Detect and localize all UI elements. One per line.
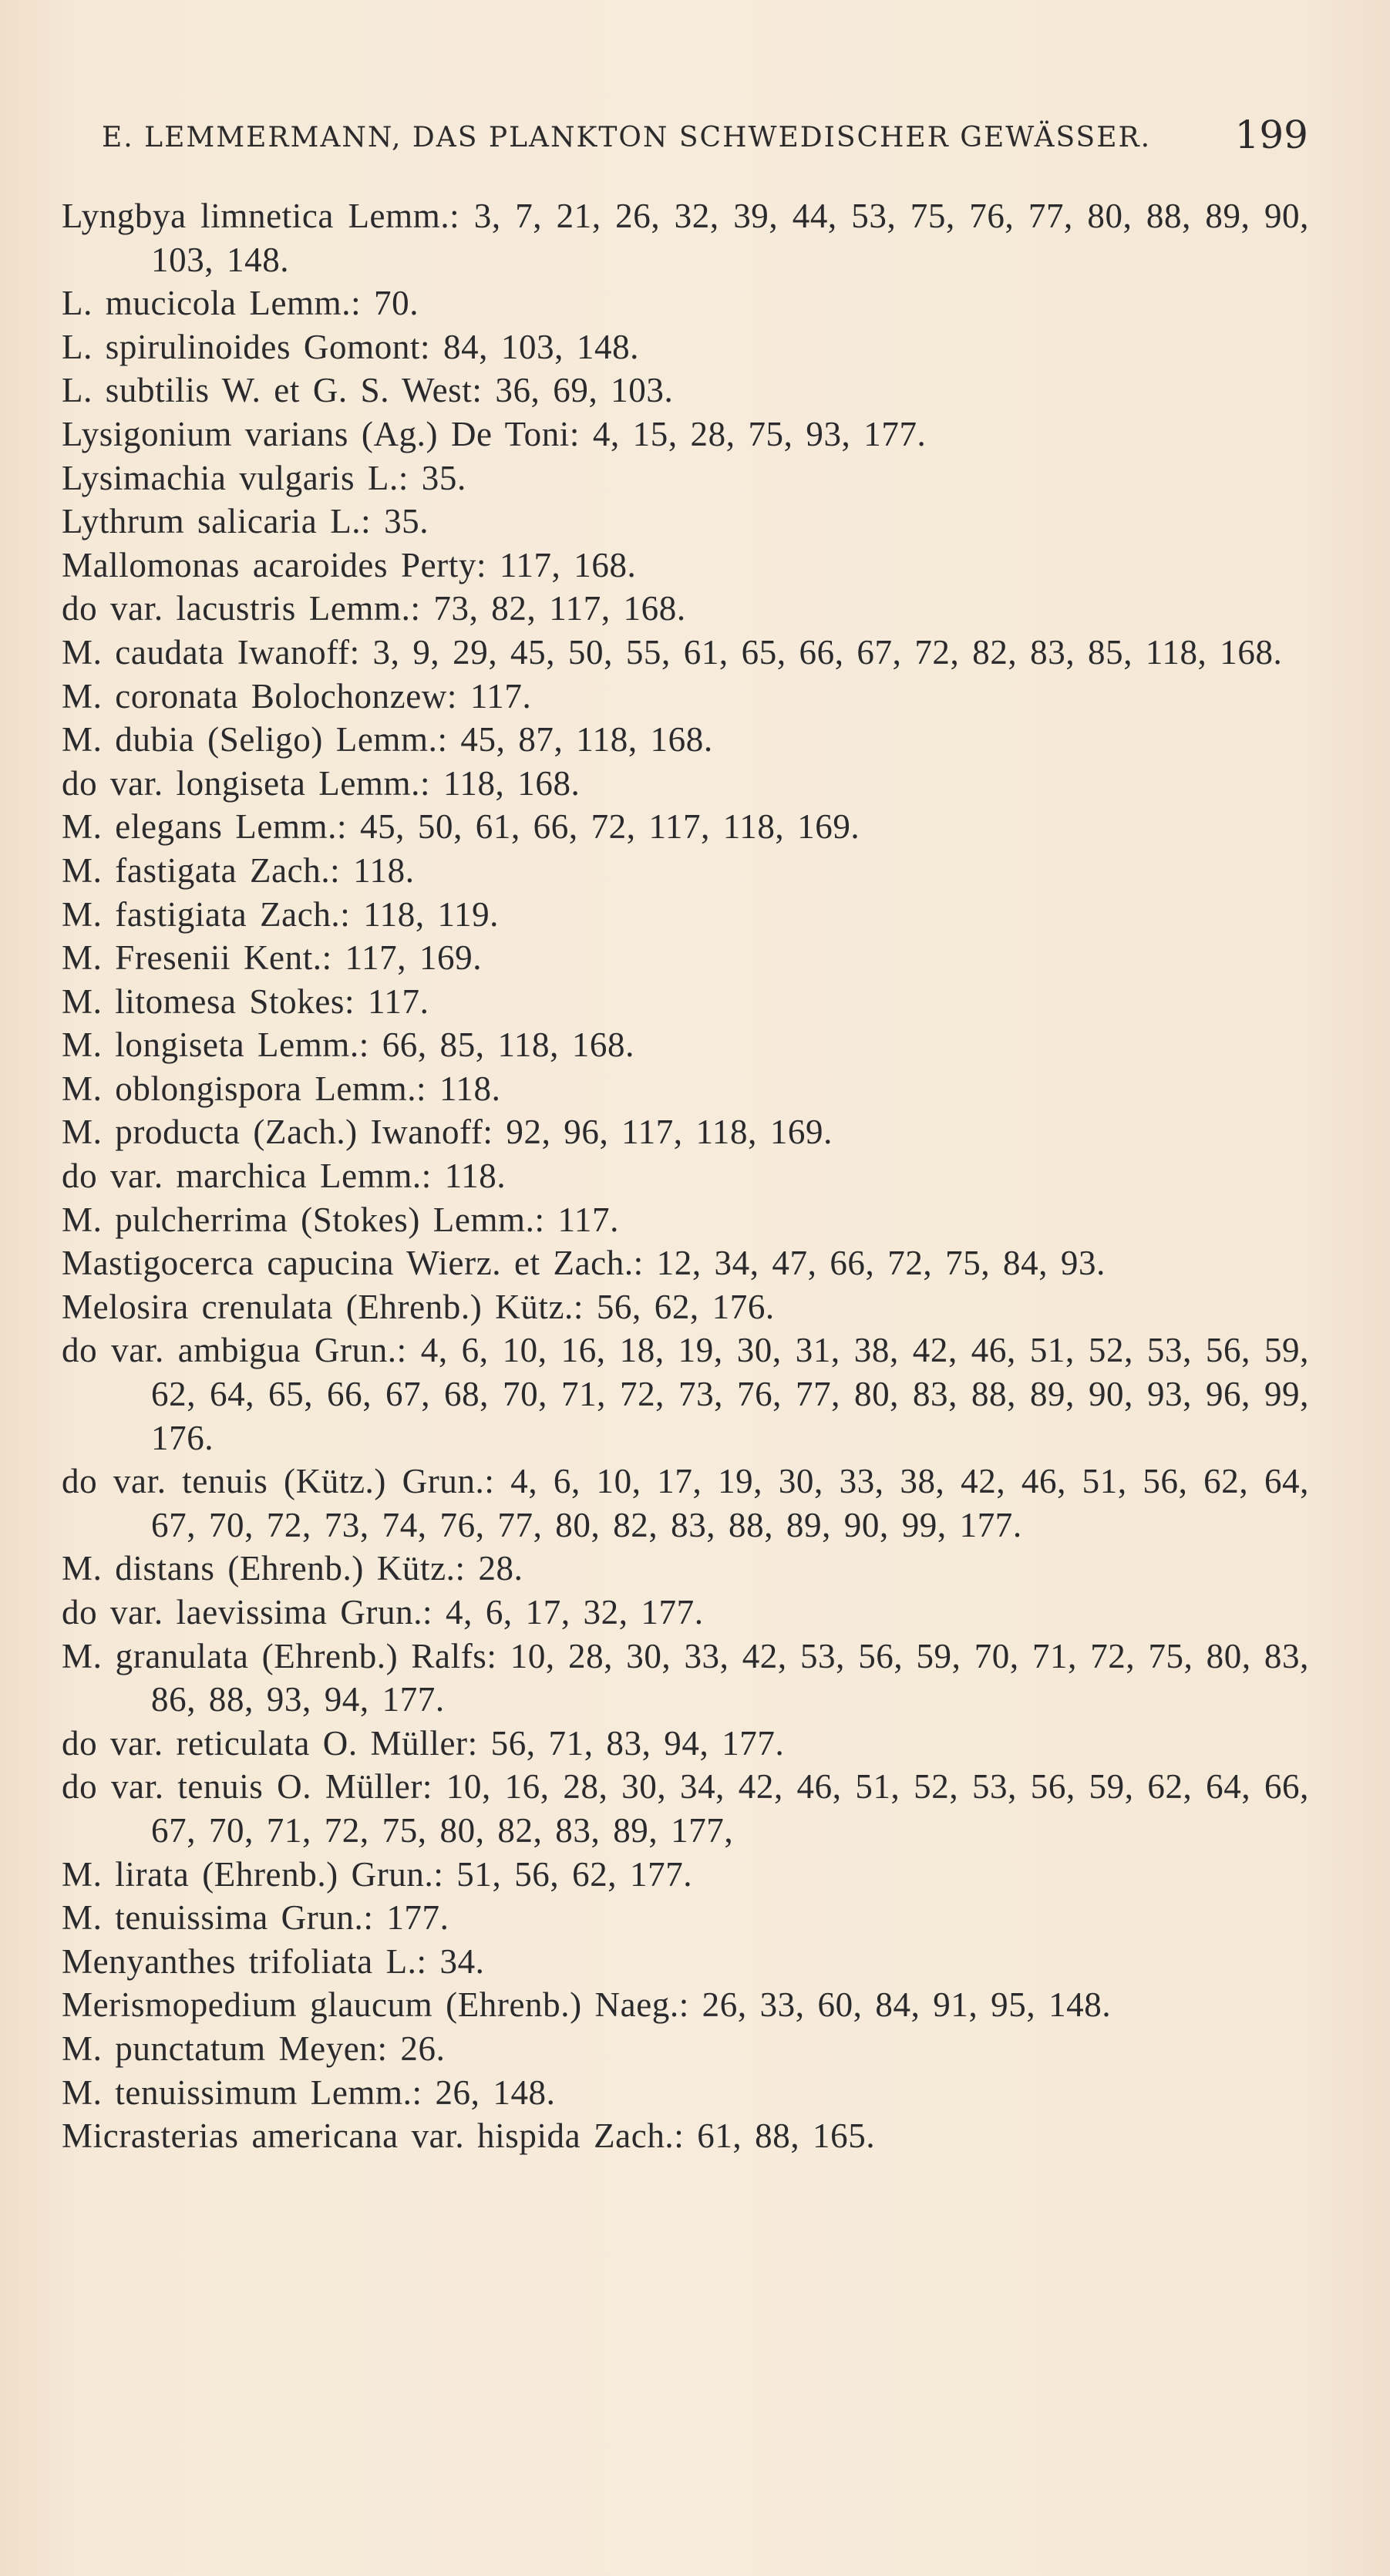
index-entry: Mallomonas acaroides Perty: 117, 168.: [62, 545, 637, 584]
index-entry: M. longiseta Lemm.: 66, 85, 118, 168.: [62, 1025, 634, 1065]
index-entry: M. coronata Bolochonzew: 117.: [62, 676, 532, 716]
index-entry: M. dubia (Seligo) Lemm.: 45, 87, 118, 168.: [62, 720, 713, 759]
index-entry: M. tenuissimum Lemm.: 26, 148.: [62, 2073, 556, 2112]
index-entry: M. fastigiata Zach.: 118, 119.: [62, 894, 500, 934]
page-number: 199: [1234, 113, 1308, 157]
running-title: E. LEMMERMANN, DAS PLANKTON SCHWEDISCHER GEWÄSSER.: [102, 122, 1152, 153]
index-entry: do var. tenuis (Kütz.) Grun.: 4, 6, 10, 17, 19, 30, 33, 38, 42, 46, 51, 56, 62, 64, 67, 70, 72, 73, 74, 76, 77, 80, 82, 83, 88, 89, 90, 99, 177.: [62, 1462, 1309, 1544]
index-entry: M. distans (Ehrenb.) Kütz.: 28.: [62, 1549, 523, 1588]
index-entry: Mastigocerca capucina Wierz. et Zach.: 12, 34, 47, 66, 72, 75, 84, 93.: [62, 1244, 1106, 1283]
index-entry: M. granulata (Ehrenb.) Ralfs: 10, 28, 30, 33, 42, 53, 56, 59, 70, 71, 72, 75, 80, 83, 86, 88, 93, 94, 177.: [62, 1636, 1309, 1719]
index-entry: Menyanthes trifoliata L.: 34.: [62, 1941, 485, 1981]
index-entry: do var. lacustris Lemm.: 73, 82, 117, 168.: [62, 589, 686, 628]
index-entry: Lysigonium varians (Ag.) De Toni: 4, 15, 28, 75, 93, 177.: [62, 414, 927, 453]
index-entry: L. mucicola Lemm.: 70.: [62, 284, 419, 323]
index-entry: M. fastigata Zach.: 118.: [62, 850, 415, 890]
index-entry: M. tenuissima Grun.: 177.: [62, 1898, 449, 1938]
index-entry: do var. reticulata O. Müller: 56, 71, 83, 94, 177.: [62, 1723, 785, 1763]
index-entry: M. Fresenii Kent.: 117, 169.: [62, 938, 483, 978]
index-entry: M. lirata (Ehrenb.) Grun.: 51, 56, 62, 177.: [62, 1854, 693, 1894]
index-entry: Micrasterias americana var. hispida Zach.: 61, 88, 165.: [62, 2116, 876, 2156]
index-entry: do var. laevissima Grun.: 4, 6, 17, 32, 177.: [62, 1593, 704, 1631]
index-entry: M. oblongispora Lemm.: 118.: [62, 1069, 501, 1108]
index-entry: Lyngbya limnetica Lemm.: 3, 7, 21, 26, 32, 39, 44, 53, 75, 76, 77, 80, 88, 89, 90, 103, 148.: [62, 197, 1309, 279]
index-entry: L. spirulinoides Gomont: 84, 103, 148.: [62, 327, 640, 366]
index-entry: M. elegans Lemm.: 45, 50, 61, 66, 72, 117, 118, 169.: [62, 807, 860, 847]
index-entry: M. caudata Iwanoff: 3, 9, 29, 45, 50, 55, 61, 65, 66, 67, 72, 82, 83, 85, 118, 168.: [62, 632, 1283, 672]
index-entry: do var. longiseta Lemm.: 118, 168.: [62, 763, 581, 803]
index-entry: M. litomesa Stokes: 117.: [62, 982, 429, 1021]
index-entry: M. producta (Zach.) Iwanoff: 92, 96, 117, 118, 169.: [62, 1113, 833, 1152]
index-entry: Melosira crenulata (Ehrenb.) Kütz.: 56, 62, 176.: [62, 1287, 775, 1326]
index-entry: do var. tenuis O. Müller: 10, 16, 28, 30, 34, 42, 46, 51, 52, 53, 56, 59, 62, 64, 66, 67, 70, 71, 72, 75, 80, 82, 83, 89, 177,: [62, 1767, 1309, 1850]
index-entry: Lysimachia vulgaris L.: 35.: [62, 458, 466, 497]
index-entry: M. pulcherrima (Stokes) Lemm.: 117.: [62, 1200, 619, 1239]
index-entry: do var. marchica Lemm.: 118.: [62, 1157, 507, 1196]
index-entry: L. subtilis W. et G. S. West: 36, 69, 103.: [62, 371, 674, 410]
index-entry: Lythrum salicaria L.: 35.: [62, 502, 429, 541]
index-entry: do var. ambigua Grun.: 4, 6, 10, 16, 18, 19, 30, 31, 38, 42, 46, 51, 52, 53, 56, 59, 62, 64, 65, 66, 67, 68, 70, 71, 72, 73, 76, 77, 80, 83, 88, 89, 90, 93, 96, 99, 176.: [62, 1331, 1309, 1457]
index-entry: M. punctatum Meyen: 26.: [62, 2029, 446, 2068]
page-header: [102, 113, 1308, 167]
index-entries: [62, 194, 1309, 2158]
index-entry: Merismopedium glaucum (Ehrenb.) Naeg.: 26, 33, 60, 84, 91, 95, 148.: [62, 1985, 1112, 2025]
